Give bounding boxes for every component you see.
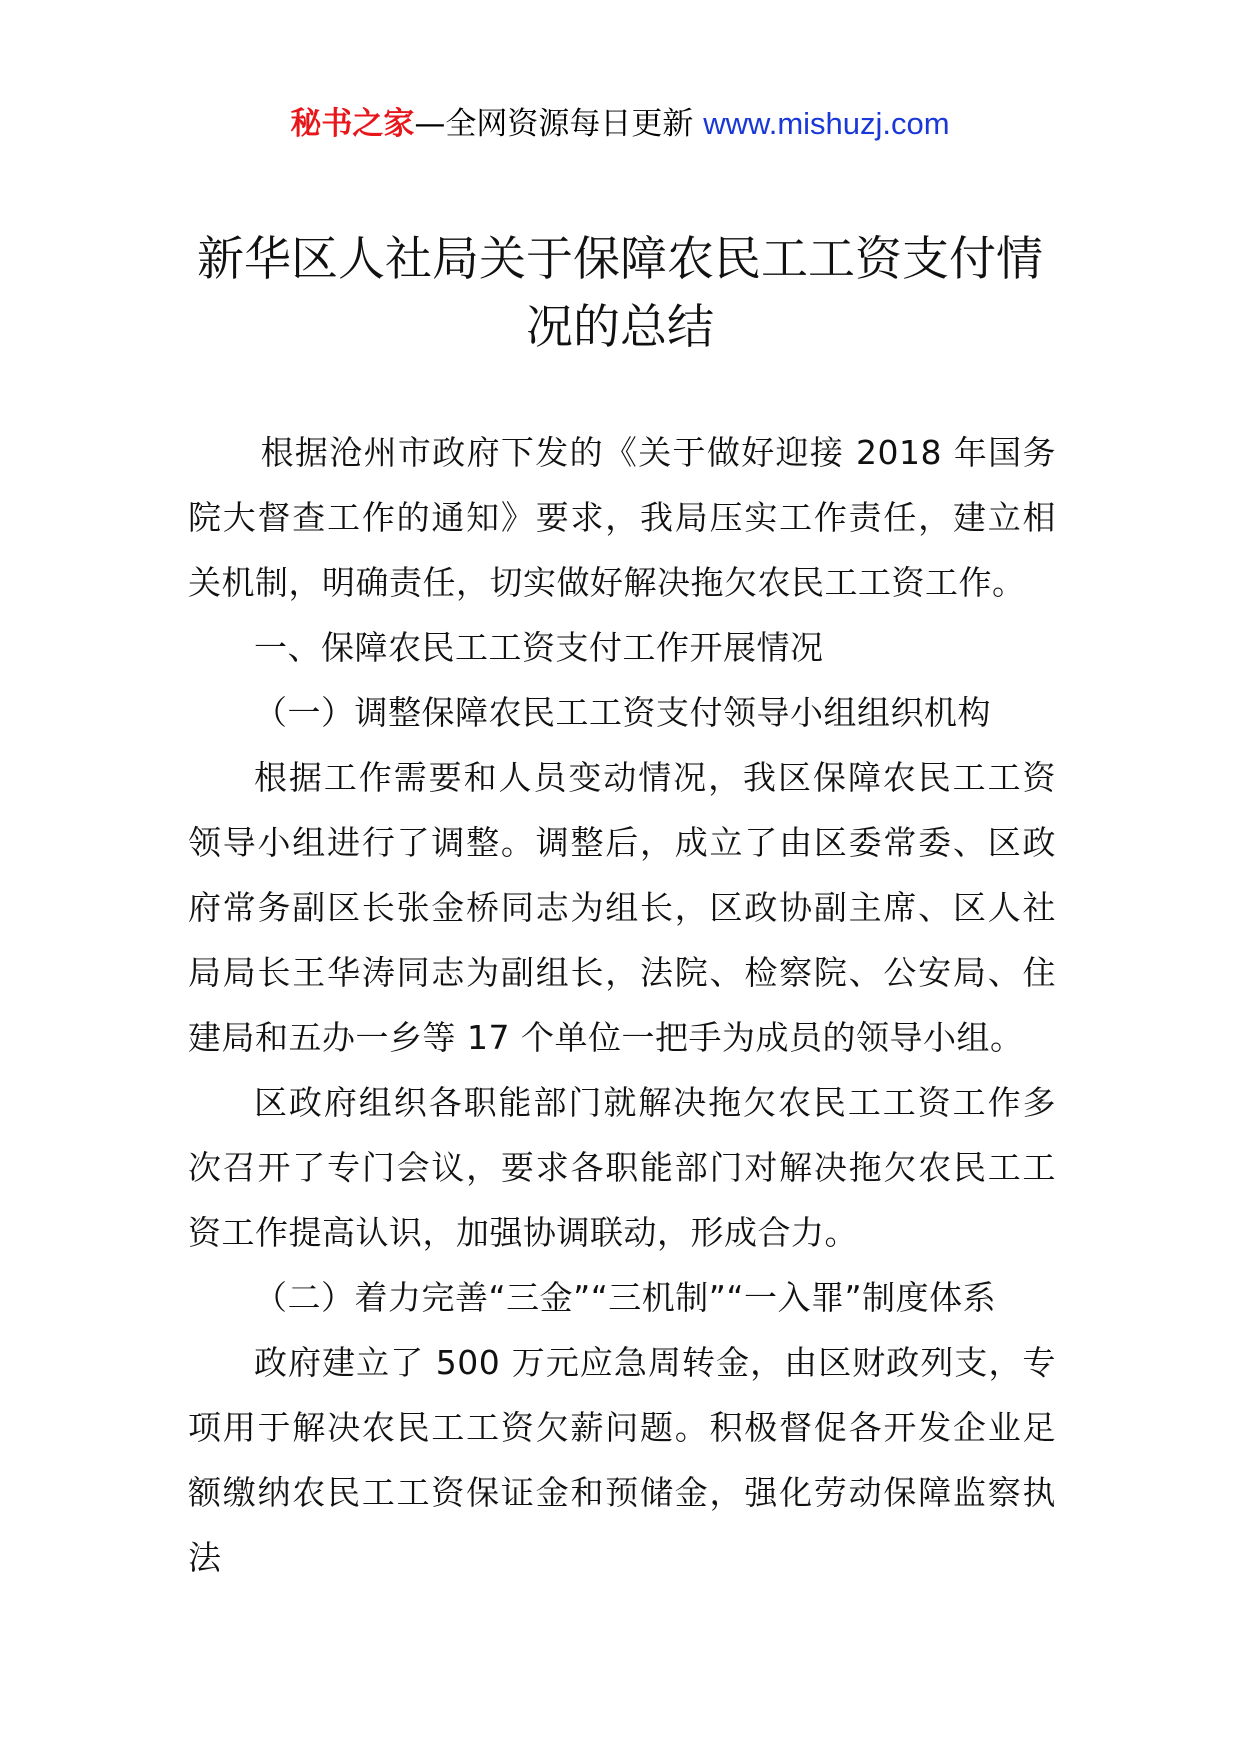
document-body: [188, 420, 1056, 1590]
document-title: 新华区人社局关于保障农民工工资支付情况的总结: [197, 232, 1043, 355]
section-heading-1: 一、保障农民工工资支付工作开展情况: [254, 628, 824, 667]
brand-name: 秘书之家: [290, 106, 415, 142]
site-header: [0, 102, 1240, 146]
paragraph-leading-group: 根据工作需要和人员变动情况，我区保障农民工工资领导小组进行了调整。调整后，成立了由区委常委、区政府常务副区长张金桥同志为组长，区政协副主席、区人社局局长王华涛同志为副组长，法院、检察院、公安局、住建局和五办一乡等 17 个单位一把手为成员的领导小组。: [188, 758, 1056, 1057]
header-slogan: —全网资源每日更新: [414, 106, 704, 142]
paragraph-meetings: 区政府组织各职能部门就解决拖欠农民工工资工作多次召开了专门会议，要求各职能部门对解决拖欠农民工工资工作提高认识，加强协调联动，形成合力。: [188, 1083, 1056, 1252]
site-url-link[interactable]: www.mishuzj.com: [703, 106, 950, 141]
paragraph-intro: 根据沧州市政府下发的《关于做好迎接 2018 年国务院大督查工作的通知》要求，我局压实工作责任，建立相关机制，明确责任，切实做好解决拖欠农民工工资工作。: [188, 433, 1056, 602]
subsection-heading-2: （二）着力完善“三金”“三机制”“一入罪”制度体系: [254, 1278, 997, 1317]
subsection-heading-1: （一）调整保障农民工工资支付领导小组组织机构: [254, 693, 991, 732]
paragraph-emergency-fund: 政府建立了 500 万元应急周转金，由区财政列支，专项用于解决农民工工资欠薪问题。积极督促各开发企业足额缴纳农民工工资保证金和预储金，强化劳动保障监察执法: [188, 1343, 1056, 1577]
